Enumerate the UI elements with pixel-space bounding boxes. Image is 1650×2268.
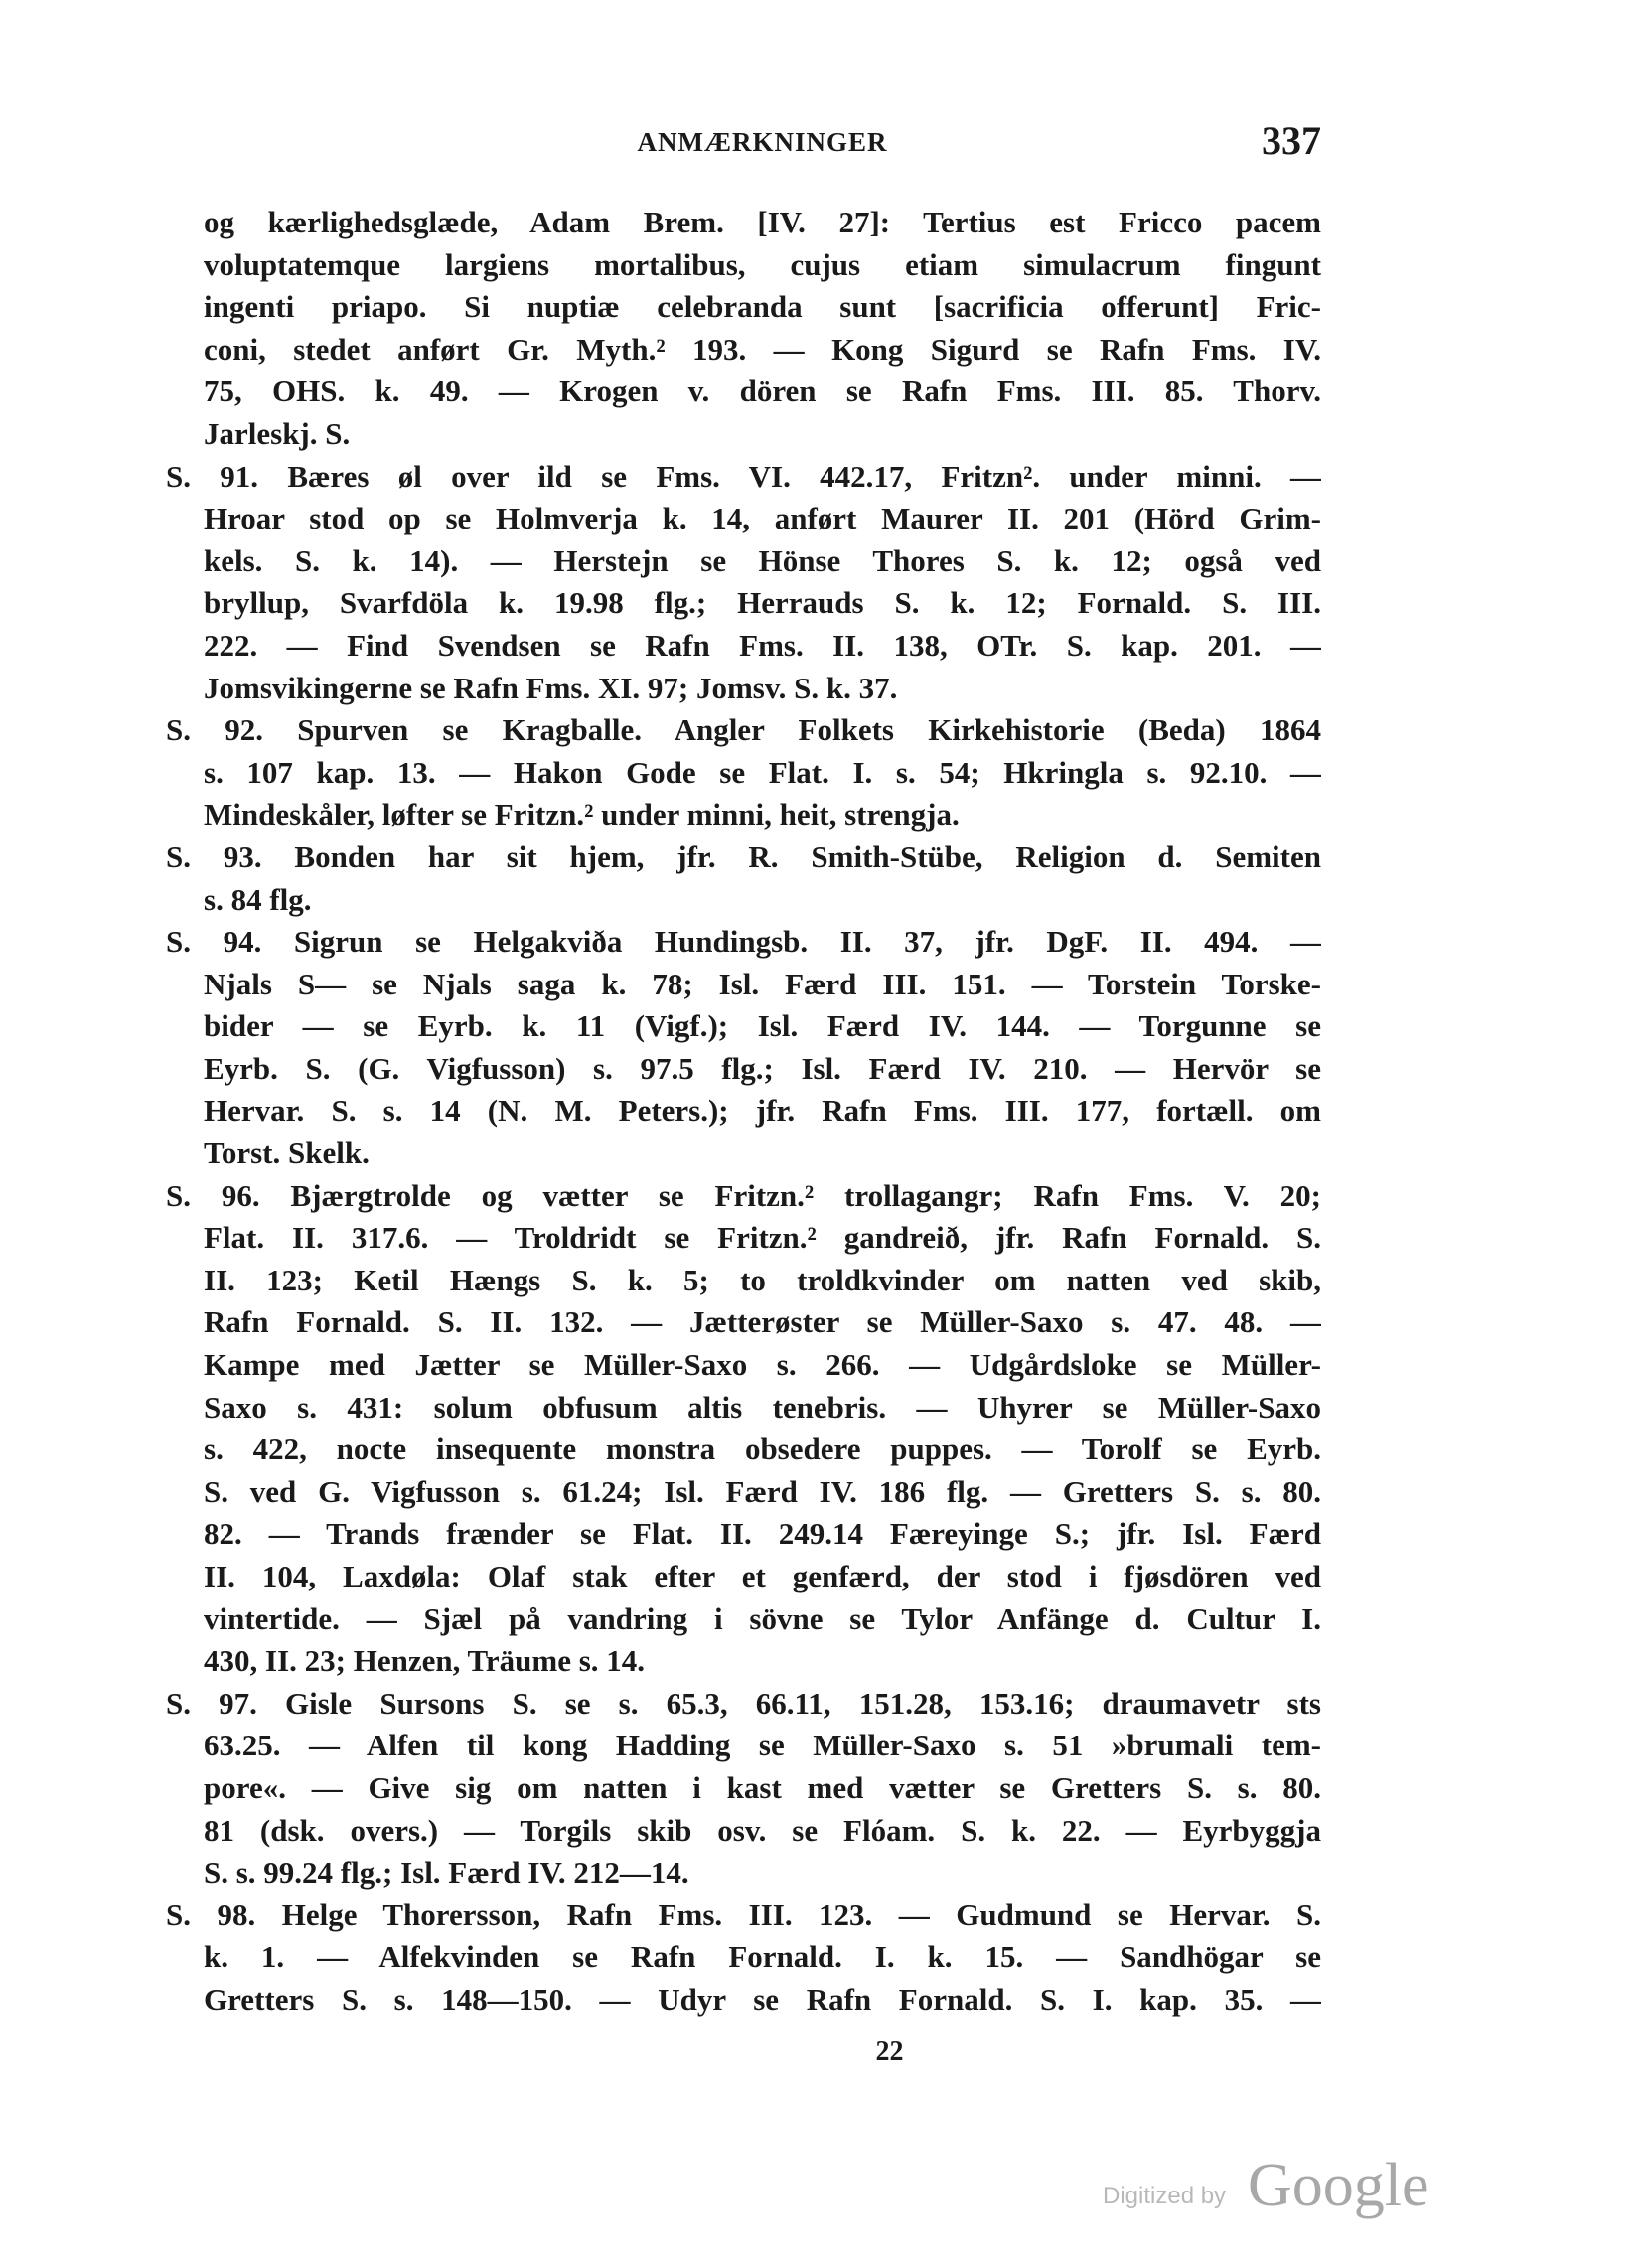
text-line: Gretters S. s. 148—150. — Udyr se Rafn Fornald. S. I. kap. 35. —: [204, 1981, 1321, 2017]
digitized-watermark: [1103, 2151, 1450, 2220]
text-line: II. 123; Ketil Hængs S. k. 5; to troldkvinder om natten ved skib,: [204, 1262, 1321, 1297]
text-line: 430, II. 23; Henzen, Träume s. 14.: [204, 1643, 646, 1679]
body-text: [166, 202, 1321, 2022]
page-number: 337: [1262, 118, 1321, 163]
text-line: og kærlighedsglæde, Adam Brem. [IV. 27]: Tertius est Fricco pacem: [204, 205, 1321, 239]
text-line: voluptatemque largiens mortalibus, cujus etiam simulacrum fingunt: [204, 246, 1321, 282]
text-line: 81 (dsk. overs.) — Torgils skib osv. se Flóam. S. k. 22. — Eyrbyggja: [204, 1812, 1321, 1848]
page-header: [204, 118, 1321, 171]
running-head: ANMÆRKNINGER: [637, 127, 888, 157]
text-line: 75, OHS. k. 49. — Krogen v. dören se Rafn Fms. III. 85. Thorv.: [204, 374, 1321, 409]
text-line: Jomsvikingerne se Rafn Fms. XI. 97; Jomsv. S. k. 37.: [204, 670, 898, 705]
text-line: S. 92. Spurven se Kragballe. Angler Folkets Kirkehistorie (Beda) 1864: [166, 712, 1321, 748]
text-line: Jarleskj. S.: [204, 415, 351, 451]
text-line: ingenti priapo. Si nuptiæ celebranda sunt [sacrificia offerunt] Fric-: [204, 289, 1321, 325]
text-line: Hervar. S. s. 14 (N. M. Peters.); jfr. Rafn Fms. III. 177, fortæll. om: [204, 1093, 1321, 1129]
text-line: S. 98. Helge Thorersson, Rafn Fms. III. 123. — Gudmund se Hervar. S.: [166, 1896, 1321, 1932]
google-logo: Google: [1248, 2152, 1429, 2219]
text-line: 222. — Find Svendsen se Rafn Fms. II. 138, OTr. S. kap. 201. —: [204, 627, 1321, 663]
text-line: Saxo s. 431: solum obfusum altis tenebris. — Uhyrer se Müller-Saxo: [204, 1389, 1321, 1425]
signature-mark: 22: [875, 2037, 904, 2067]
text-line: s. 422, nocte insequente monstra obsedere puppes. — Torolf se Eyrb.: [204, 1432, 1321, 1467]
text-line: 82. — Trands frænder se Flat. II. 249.14 Færeyinge S.; jfr. Isl. Færd: [204, 1516, 1321, 1552]
text-line: bider — se Eyrb. k. 11 (Vigf.); Isl. Færd IV. 144. — Torgunne se: [204, 1008, 1321, 1044]
text-line: S. s. 99.24 flg.; Isl. Færd IV. 212—14.: [204, 1855, 689, 1890]
text-line: 63.25. — Alfen til kong Hadding se Müller-Saxo s. 51 »brumali tem-: [204, 1728, 1321, 1763]
text-line: Rafn Fornald. S. II. 132. — Jætterøster se Müller-Saxo s. 47. 48. —: [204, 1304, 1321, 1340]
text-line: Mindeskåler, løfter se Fritzn.² under minni, heit, strengja.: [204, 797, 960, 832]
digitized-by-text: Digitized by: [1103, 2183, 1227, 2209]
text-line: Hroar stod op se Holmverja k. 14, anført Maurer II. 201 (Hörd Grim-: [204, 501, 1321, 536]
text-line: Flat. II. 317.6. — Troldridt se Fritzn.² gandreið, jfr. Rafn Fornald. S.: [204, 1220, 1321, 1256]
text-line: S. 94. Sigrun se Helgakviða Hundingsb. II. 37, jfr. DgF. II. 494. —: [166, 924, 1321, 960]
text-line: S. 97. Gisle Sursons S. se s. 65.3, 66.11, 151.28, 153.16; draumavetr sts: [166, 1685, 1321, 1721]
text-line: vintertide. — Sjæl på vandring i sövne se Tylor Anfänge d. Cultur I.: [204, 1600, 1321, 1636]
text-line: bryllup, Svarfdöla k. 19.98 flg.; Herrauds S. k. 12; Fornald. S. III.: [204, 585, 1321, 621]
text-line: S. 91. Bæres øl over ild se Fms. VI. 442.17, Fritzn². under minni. —: [166, 458, 1321, 494]
text-line: Eyrb. S. (G. Vigfusson) s. 97.5 flg.; Isl. Færd IV. 210. — Hervör se: [204, 1050, 1321, 1086]
text-line: kels. S. k. 14). — Herstejn se Hönse Thores S. k. 12; også ved: [204, 542, 1321, 578]
text-line: s. 84 flg.: [204, 881, 312, 917]
text-line: pore«. — Give sig om natten i kast med vætter se Gretters S. s. 80.: [204, 1769, 1321, 1805]
text-line: II. 104, Laxdøla: Olaf stak efter et genfærd, der stod i fjøsdören ved: [204, 1559, 1321, 1593]
text-line: S. 93. Bonden har sit hjem, jfr. R. Smith-Stübe, Religion d. Semiten: [166, 838, 1321, 874]
text-line: s. 107 kap. 13. — Hakon Gode se Flat. I. s. 54; Hkringla s. 92.10. —: [204, 754, 1321, 790]
text-line: coni, stedet anført Gr. Myth.² 193. — Kong Sigurd se Rafn Fms. IV.: [204, 331, 1321, 367]
text-line: S. ved G. Vigfusson s. 61.24; Isl. Færd IV. 186 flg. — Gretters S. s. 80.: [204, 1473, 1321, 1509]
text-line: S. 96. Bjærgtrolde og vætter se Fritzn.² trollagangr; Rafn Fms. V. 20;: [166, 1177, 1321, 1213]
text-line: Kampe med Jætter se Müller-Saxo s. 266. — Udgårdsloke se Müller-: [204, 1347, 1321, 1383]
text-line: Njals S— se Njals saga k. 78; Isl. Færd III. 151. — Torstein Torske-: [204, 966, 1321, 1001]
text-line: k. 1. — Alfekvinden se Rafn Fornald. I. k. 15. — Sandhögar se: [204, 1939, 1321, 1975]
text-line: Torst. Skelk.: [204, 1135, 370, 1171]
